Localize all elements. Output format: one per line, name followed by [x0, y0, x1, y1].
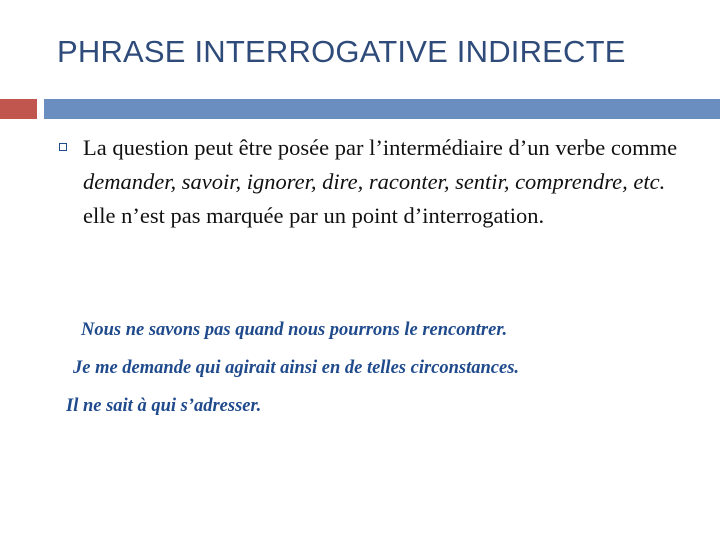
title-bar-blue-segment — [44, 99, 720, 119]
bullet-text-before: La question peut être posée par l’intermédiaire d’un verbe comme — [83, 135, 678, 160]
title-bar-red-segment — [0, 99, 37, 119]
square-bullet-icon — [59, 143, 67, 151]
example-sentence: Il ne sait à qui s’adresser. — [66, 396, 262, 416]
bullet-text-after: elle n’est pas marquée par un point d’interrogation. — [83, 203, 545, 228]
title-underline-bar — [0, 99, 720, 119]
bullet-italic-verbs: demander, savoir, ignorer, dire, raconter, sentir, comprendre, etc. — [83, 169, 666, 194]
bullet-text — [83, 131, 698, 233]
example-sentence: Je me demande qui agirait ainsi en de telles circonstances. — [73, 358, 520, 378]
example-sentence: Nous ne savons pas quand nous pourrons le rencontrer. — [81, 320, 508, 340]
slide-title: PHRASE INTERROGATIVE INDIRECTE — [57, 34, 626, 69]
